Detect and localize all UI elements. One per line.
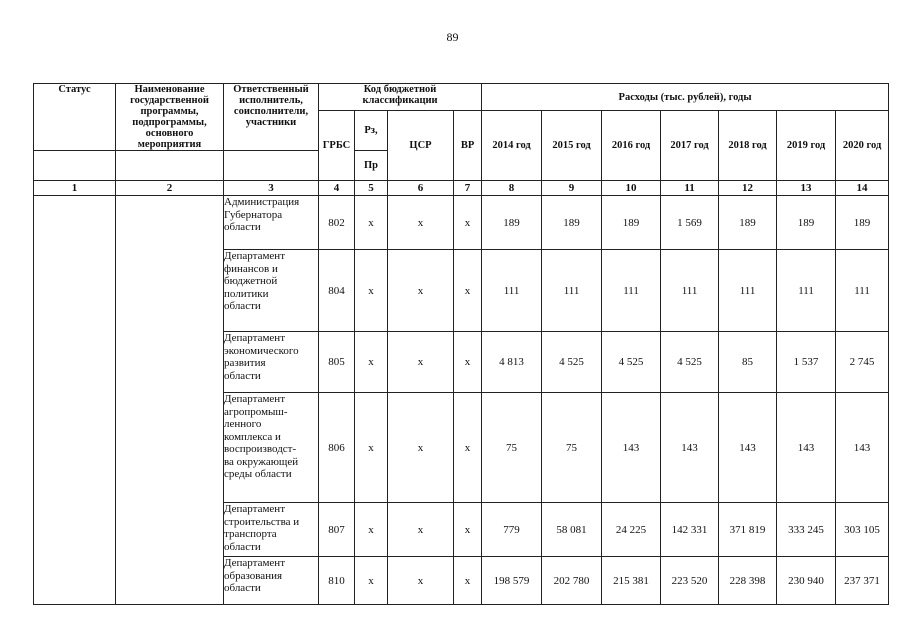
expense-2019: 230 940 [777,557,836,605]
expense-2014: 4 813 [482,332,542,393]
expense-2020: 2 745 [836,332,889,393]
expense-2015: 111 [542,250,602,332]
page-number: 89 [446,30,459,44]
participant-name: Департамент образования области [224,557,319,605]
table-row [34,196,889,250]
expense-2016: 4 525 [602,332,661,393]
vr-code: х [454,196,482,250]
header-year-2018: 2018 год [719,111,777,181]
header-executor: Ответственный исполнитель, соисполнители, участники [224,84,319,151]
header-pr: Пр [355,151,388,181]
column-number: 14 [836,181,889,196]
column-number: 8 [482,181,542,196]
budget-table [33,83,889,605]
vr-code: х [454,503,482,557]
header-expenses: Расходы (тыс. рублей), годы [482,84,889,111]
grbs-code: 805 [319,332,355,393]
participant-name: Департамент экономического развития области [224,332,319,393]
expense-2015: 75 [542,393,602,503]
rz-pr-code: х [355,332,388,393]
rz-pr-code: х [355,196,388,250]
participant-name: Департамент агропромыш- ленного комплекса и воспроизводст- ва окружающей среды области [224,393,319,503]
header-vr: ВР [454,111,482,181]
column-number: 10 [602,181,661,196]
grbs-code: 804 [319,250,355,332]
header-year-2014: 2014 год [482,111,542,181]
vr-code: х [454,250,482,332]
header-grbs: ГРБС [319,111,355,181]
name-cell [116,196,224,605]
column-number: 13 [777,181,836,196]
header-year-2020: 2020 год [836,111,889,181]
header-year-2017: 2017 год [661,111,719,181]
grbs-code: 810 [319,557,355,605]
expense-2020: 303 105 [836,503,889,557]
vr-code: х [454,557,482,605]
expense-2014: 189 [482,196,542,250]
expense-2020: 111 [836,250,889,332]
expense-2020: 189 [836,196,889,250]
expense-2019: 333 245 [777,503,836,557]
rz-pr-code: х [355,557,388,605]
expense-2014: 111 [482,250,542,332]
expense-2019: 189 [777,196,836,250]
csr-code: х [388,557,454,605]
expense-2018: 371 819 [719,503,777,557]
column-number: 5 [355,181,388,196]
header-csr: ЦСР [388,111,454,181]
expense-2016: 24 225 [602,503,661,557]
csr-code: х [388,250,454,332]
header-budget-code: Код бюджетной классификации [319,84,482,111]
expense-2014: 75 [482,393,542,503]
column-number: 4 [319,181,355,196]
expense-2017: 223 520 [661,557,719,605]
grbs-code: 806 [319,393,355,503]
expense-2015: 202 780 [542,557,602,605]
expense-2019: 111 [777,250,836,332]
expense-2016: 215 381 [602,557,661,605]
expense-2018: 111 [719,250,777,332]
expense-2016: 111 [602,250,661,332]
column-number: 6 [388,181,454,196]
header-rz: Рз, [355,111,388,151]
expense-2017: 111 [661,250,719,332]
rz-pr-code: х [355,393,388,503]
expense-2017: 1 569 [661,196,719,250]
expense-2014: 779 [482,503,542,557]
table-body [34,196,889,605]
rz-pr-code: х [355,250,388,332]
expense-2014: 198 579 [482,557,542,605]
expense-2015: 4 525 [542,332,602,393]
expense-2017: 143 [661,393,719,503]
expense-2018: 228 398 [719,557,777,605]
header-year-2015: 2015 год [542,111,602,181]
header-status: Статус [34,84,116,151]
vr-code: х [454,332,482,393]
grbs-code: 807 [319,503,355,557]
expense-2016: 143 [602,393,661,503]
expense-2017: 4 525 [661,332,719,393]
expense-2020: 237 371 [836,557,889,605]
participant-name: Департамент строительства и транспорта области [224,503,319,557]
column-number: 2 [116,181,224,196]
expense-2016: 189 [602,196,661,250]
header-name: Наименование государственной программы, подпрограммы, основного мероприятия [116,84,224,151]
rz-pr-code: х [355,503,388,557]
csr-code: х [388,332,454,393]
expense-2018: 143 [719,393,777,503]
column-number-row [34,181,889,196]
expense-2019: 143 [777,393,836,503]
csr-code: х [388,393,454,503]
status-cell [34,196,116,605]
header-year-2016: 2016 год [602,111,661,181]
grbs-code: 802 [319,196,355,250]
vr-code: х [454,393,482,503]
table-header [34,84,889,196]
expense-2020: 143 [836,393,889,503]
expense-2015: 189 [542,196,602,250]
participant-name: Департамент финансов и бюджетной политики области [224,250,319,332]
expense-2019: 1 537 [777,332,836,393]
column-number: 11 [661,181,719,196]
column-number: 12 [719,181,777,196]
expense-2015: 58 081 [542,503,602,557]
csr-code: х [388,503,454,557]
expense-2017: 142 331 [661,503,719,557]
expense-2018: 189 [719,196,777,250]
column-number: 9 [542,181,602,196]
header-year-2019: 2019 год [777,111,836,181]
column-number: 1 [34,181,116,196]
column-number: 7 [454,181,482,196]
expense-2018: 85 [719,332,777,393]
participant-name: Администрация Губернатора области [224,196,319,250]
column-number: 3 [224,181,319,196]
csr-code: х [388,196,454,250]
